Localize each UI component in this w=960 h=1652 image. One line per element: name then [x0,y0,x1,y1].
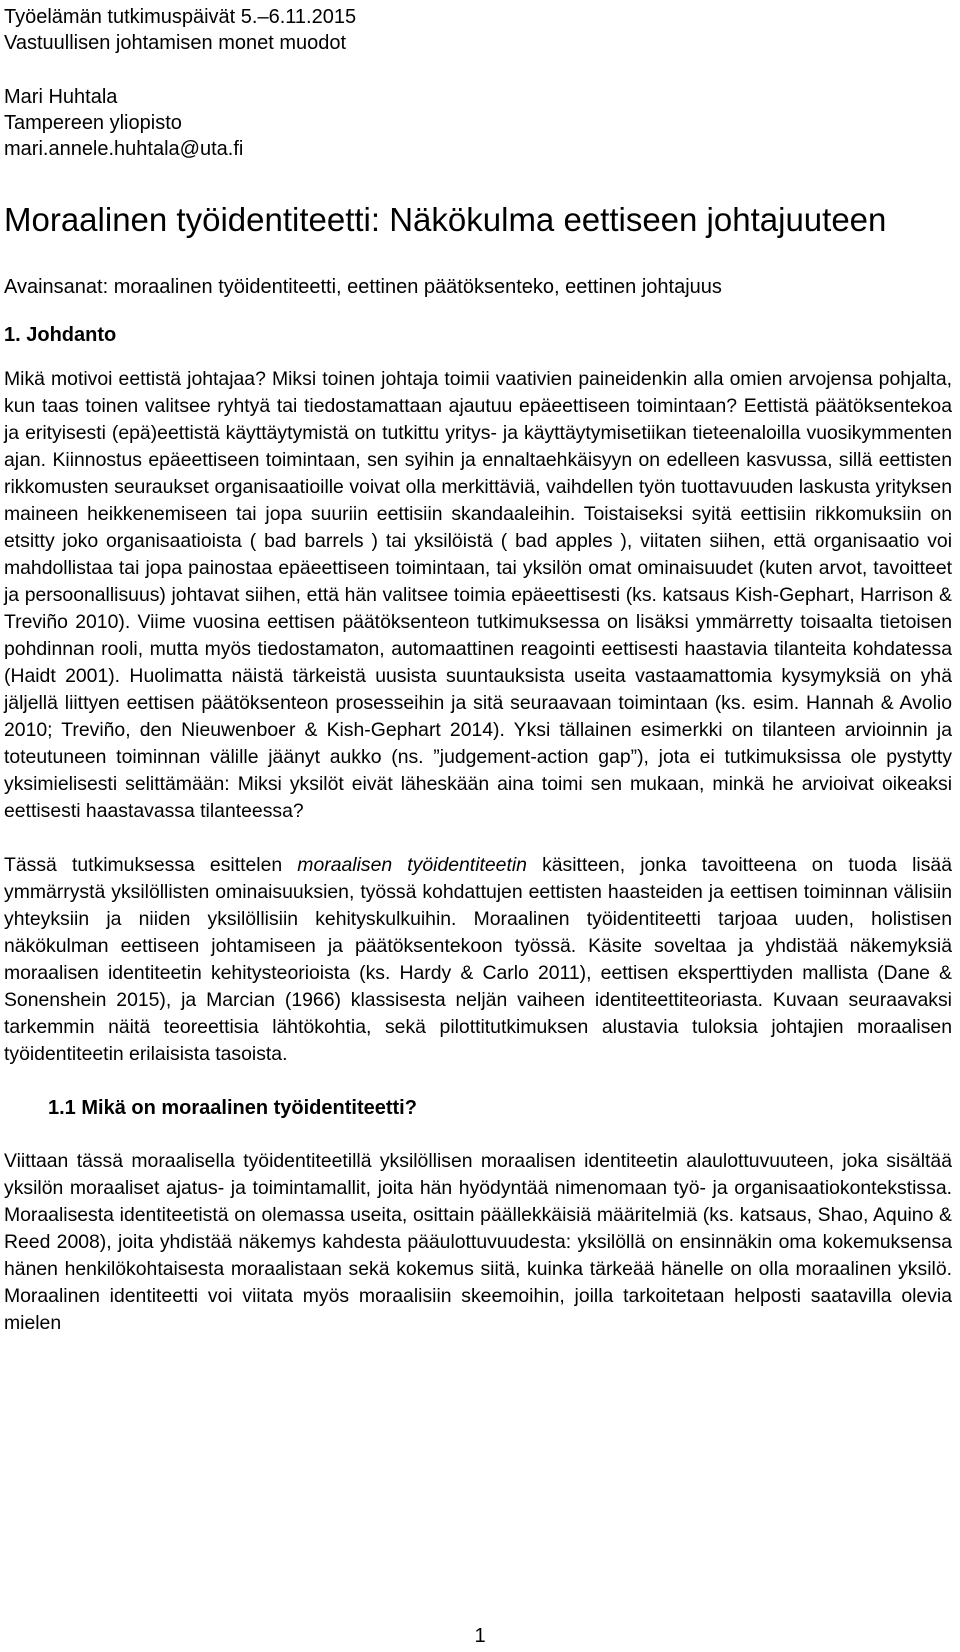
conference-name: Työelämän tutkimuspäivät 5.–6.11.2015 [4,6,357,28]
author-email[interactable]: mari.annele.huhtala@uta.fi [4,138,244,160]
introduction-paragraph-2 [4,852,952,1068]
subsection-heading-moral-work-identity: 1.1 Mikä on moraalinen työidentiteetti? [48,1097,417,1119]
author-block [4,84,952,162]
document-page [4,0,952,1337]
keywords: Avainsanat: moraalinen työidentiteetti, eettinen päätöksenteko, eettinen johtajuus [4,276,722,298]
introduction-paragraph-1: Mikä motivoi eettistä johtajaa? Miksi toinen johtaja toimii vaativien paineidenkin alla omien arvojensa pohjalta, kun taas toinen valitsee ryhtyä tai tiedostamattaan ajautuu epäeettiseen toimintaan? Eettistä päätöksentekoa ja erityisesti (epä)eettistä käyttäytymistä on tutkittu yritys- ja käyttäytymisetiikan tieteenaloilla vuosikymmenten ajan. Kiinnostus epäeettiseen toimintaan, sen syihin ja ennaltaehkäisyyn on edelleen kasvussa, sillä eettisten rikkomusten seuraukset organisaatioille voivat olla merkittäviä, vaihdellen työn tuottavuuden laskusta yrityksen maineen heikkenemiseen tai jopa suuriin eettisiin skandaaleihin. Toistaiseksi syitä eettisiin rikkomuksiin on etsitty joko organisaatioista ( bad barrels ) tai yksilöistä ( bad apples ), viitaten siihen, että organisaatio voi mahdollistaa tai jopa painostaa epäeettiseen toimintaan, tai yksilön omat ominaisuudet (kuten arvot, tavoitteet ja persoonallisuus) johtavat siihen, että hän valitsee toimia epäeettisesti (ks. katsaus Kish-Gephart, Harrison & Treviño 2010). Viime vuosina eettisen päätöksenteon tutkimuksessa on lisäksi ymmärretty toisaalta tietoisen pohdinnan rooli, mutta myös tiedostamaton, automaattinen reagointi eettisesti haastavia tilanteita kohdatessa (Haidt 2001). Huolimatta näistä tärkeistä uusista suuntauksista useita vastaamattomia kysymyksiä on yhä jäljellä liittyen eettisen päätöksenteon prosesseihin ja sitä seuraavaan toimintaan (ks. esim. Hannah & Avolio 2010; Treviño, den Nieuwenboer & Kish-Gephart 2014). Yksi tällainen esimerkki on tilanteen arvioinnin ja toteutuneen toiminnan välille jäänyt aukko (ns. ”judgement-action gap”), jota ei tutkimuksissa ole pystytty yksimielisesti selittämään: Miksi yksilöt eivät läheskään aina toimi sen mukaan, minkä he arvioivat oikeaksi eettisesti haastavassa tilanteessa? [4,368,952,822]
subsection-paragraph-1: Viittaan tässä moraalisella työidentiteetillä yksilöllisen moraalisen identiteetin alaulottuvuuteen, joka sisältää yksilön moraaliset ajatus- ja toimintamallit, joita hän hyödyntää nimenomaan työ- ja organisaatiokontekstissa. Moraalisesta identiteetistä on olemassa useita, osittain päällekkäisiä määritelmiä (ks. katsaus, Shao, Aquino & Reed 2008), joita yhdistää näkemys kahdesta pääulottuvuudesta: yksilöllä on ensinnäkin oma kokemuksensa hänen henkilökohtaisesta moraalistaan sekä kokemus siitä, kuinka tärkeää hänelle on olla moraalinen yksilö. Moraalinen identiteetti voi viitata myös moraalisiin skeemoihin, joilla tarkoitetaan helposti saatavilla olevia mielen [4,1150,952,1334]
emphasized-term: moraalisen työidentiteetin [297,854,527,876]
paragraph-text: Tässä tutkimuksessa esittelen [4,854,298,876]
author-name: Mari Huhtala [4,86,118,108]
conference-header [4,4,952,56]
author-affiliation: Tampereen yliopisto [4,112,182,134]
paper-title: Moraalinen työidentiteetti: Näkökulma eettiseen johtajuuteen [4,201,887,238]
session-name: Vastuullisen johtamisen monet muodot [4,32,347,54]
page-number: 1 [474,1625,486,1647]
section-heading-introduction: 1. Johdanto [4,324,117,346]
paragraph-text: käsitteen, jonka tavoitteena on tuoda lisää ymmärrystä yksilöllisten ominaisuuksien, työssä kohdattujen eettisten haasteiden ja eettisen toiminnan välisiin yhteyksiin ja niiden yksilöllisiin kehityskulkuihin. Moraalinen työidentiteetti tarjoaa uuden, holistisen näkökulman eettiseen johtamiseen ja päätöksentekoon työssä. Käsite soveltaa ja yhdistää näkemyksiä moraalisen identiteetin kehitysteorioista (ks. Hardy & Carlo 2011), eettisen eksperttiyden mallista (Dane & Sonenshein 2015), ja Marcian (1966) klassisesta neljän vaiheen identiteettiteoriasta. Kuvaan seuraavaksi tarkemmin näitä teoreettisia lähtökohtia, sekä pilottitutkimuksen alustavia tuloksia johtajien moraalisen työidentiteetin erilaisista tasoista. [4,854,952,1065]
